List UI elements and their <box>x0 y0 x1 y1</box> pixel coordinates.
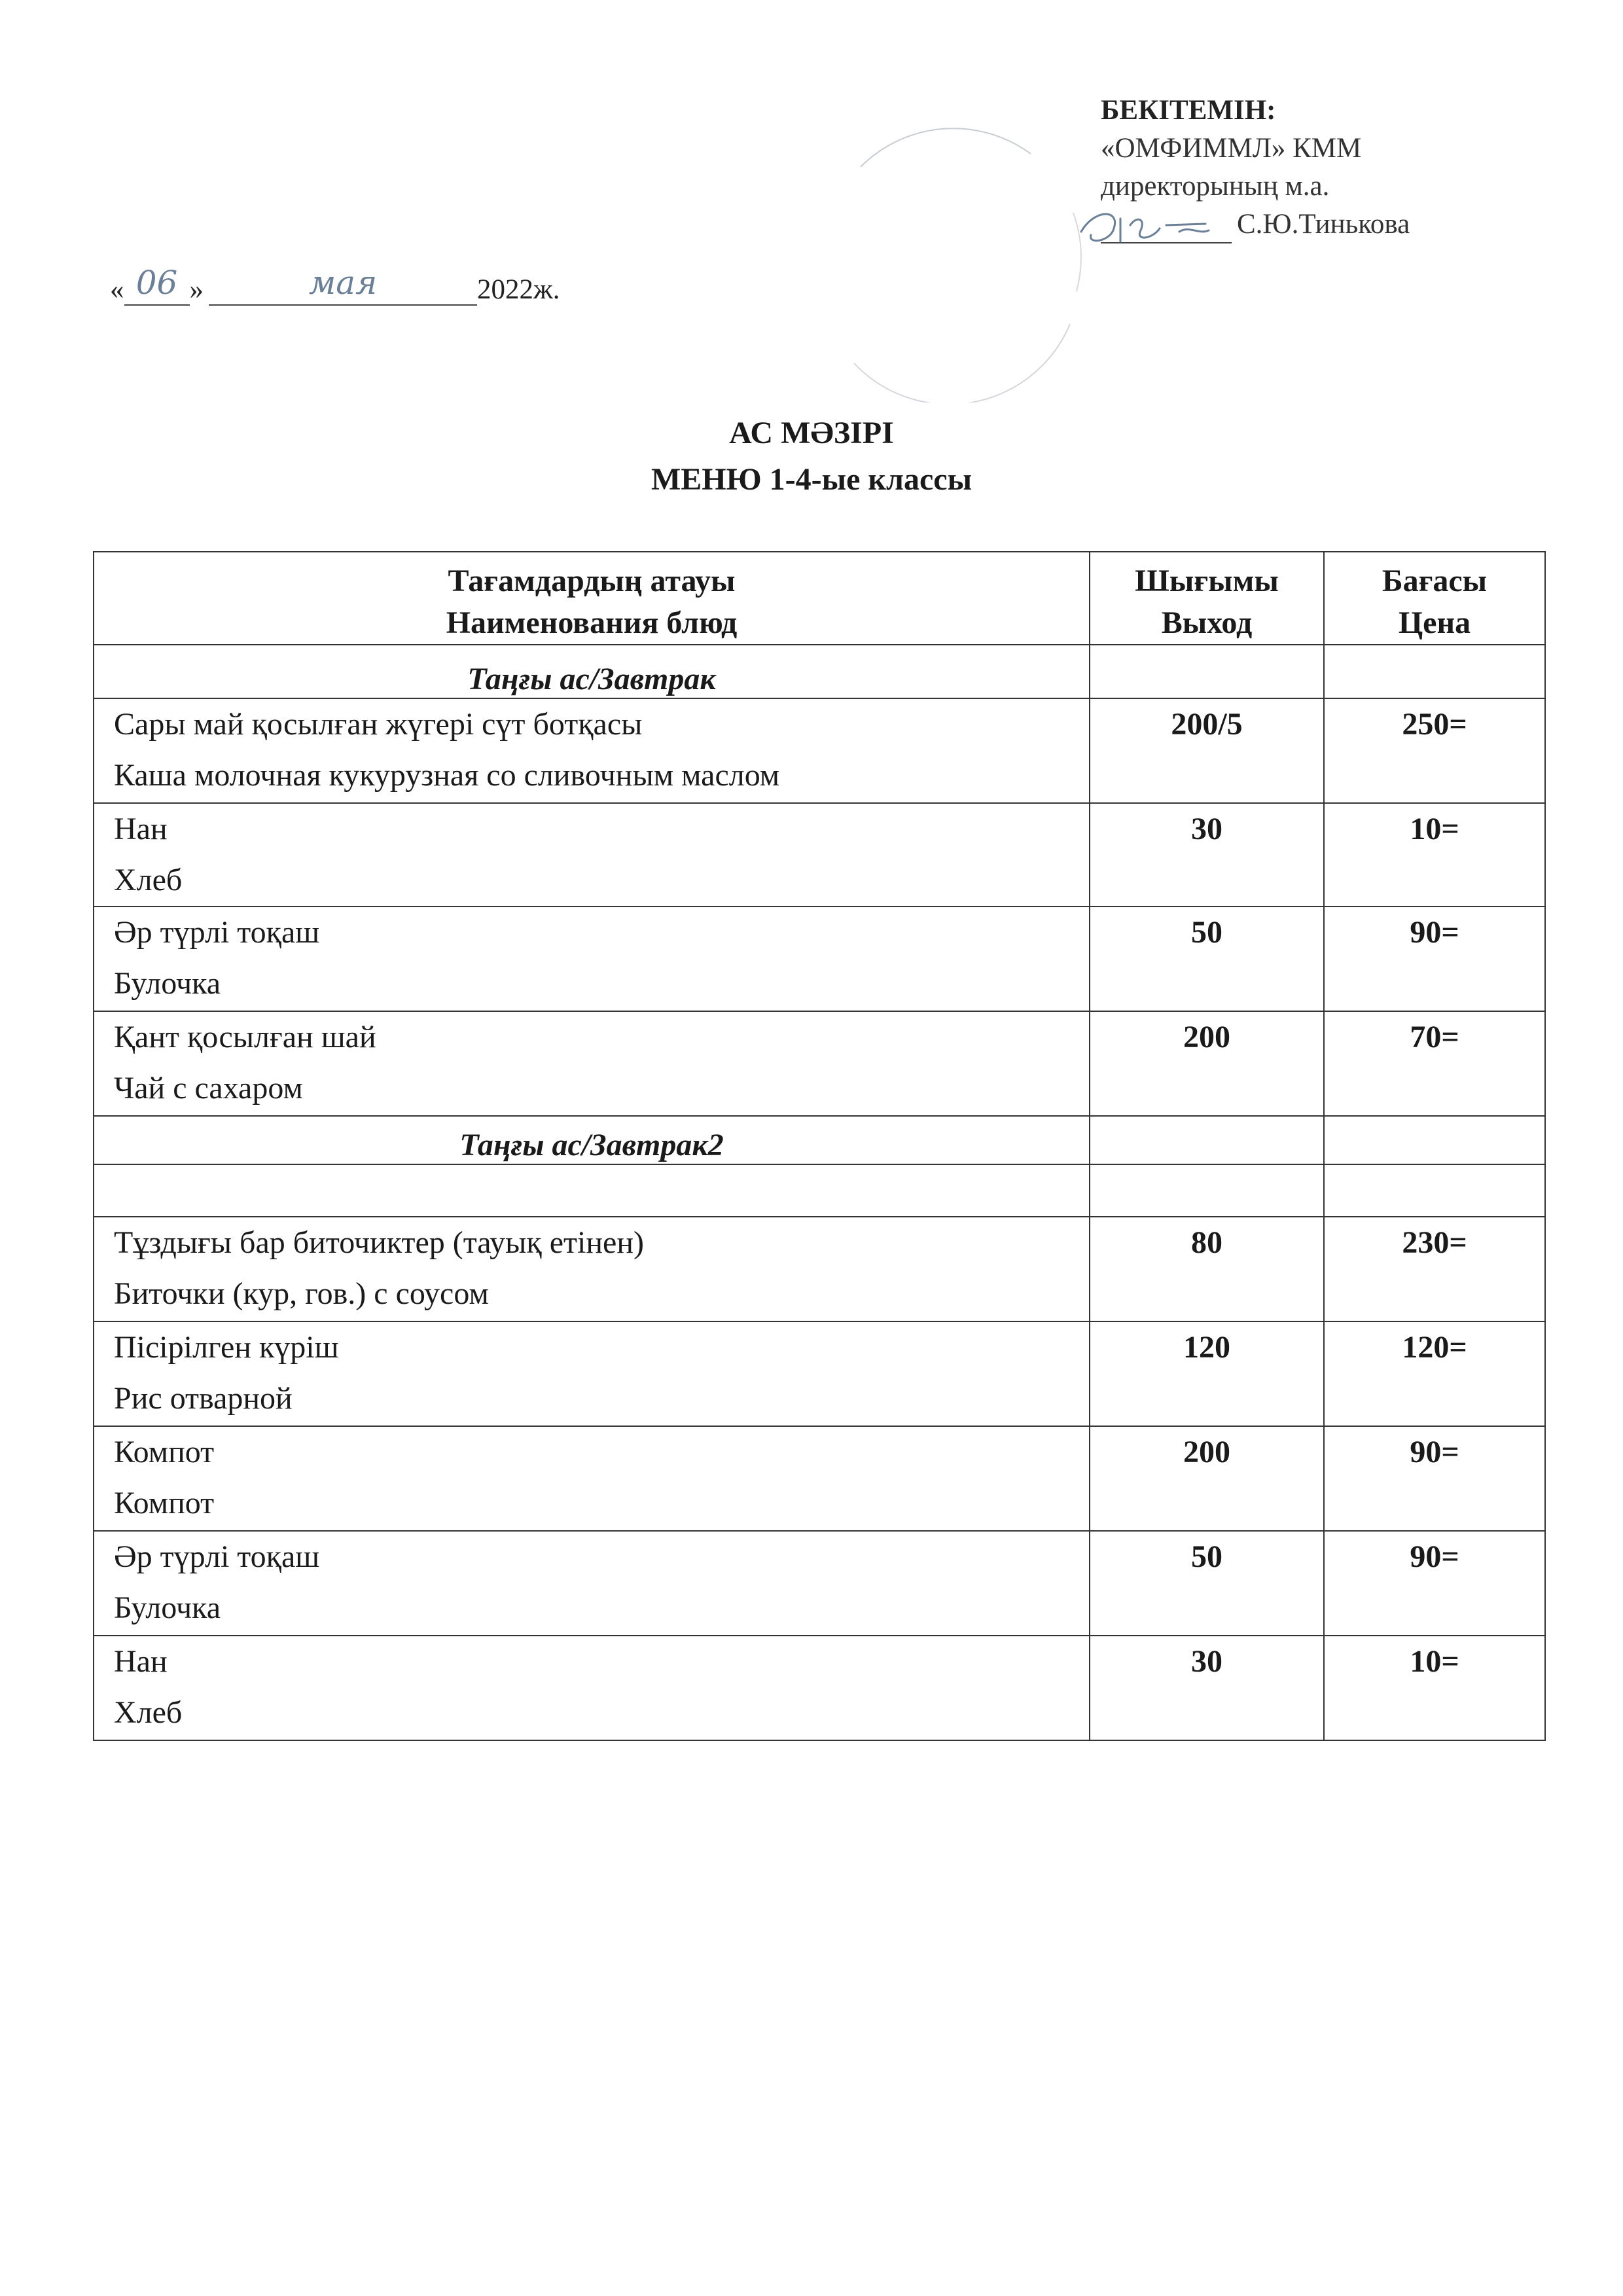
date-close-quote: » <box>189 274 204 305</box>
dish-name-ru: Хлеб <box>114 863 183 897</box>
empty-cell <box>1090 645 1324 698</box>
empty-cell <box>1090 1116 1324 1164</box>
section-row <box>94 1116 1545 1164</box>
dish-price: 90= <box>1324 1531 1545 1636</box>
signature-scribble <box>1075 206 1245 251</box>
dish-price: 230= <box>1324 1217 1545 1321</box>
section-title: Таңғы ас/Завтрак2 <box>94 1116 1090 1164</box>
date-month-blank <box>209 264 477 306</box>
dish-price: 90= <box>1324 1426 1545 1531</box>
dish-name <box>94 803 1090 906</box>
empty-cell <box>1090 1164 1324 1217</box>
menu-table <box>93 551 1546 1741</box>
dish-name-kz: Тұздығы бар биточиктер (тауық етінен) <box>114 1225 645 1260</box>
table-row <box>94 698 1545 803</box>
approval-block <box>1101 92 1410 243</box>
empty-cell <box>1324 1116 1545 1164</box>
date-year: 2022ж. <box>477 274 560 305</box>
dish-name-ru: Хлеб <box>114 1695 183 1730</box>
title-ru: МЕНЮ 1-4-ые классы <box>651 462 972 497</box>
dish-name-ru: Рис отварной <box>114 1381 293 1416</box>
table-header-row <box>94 552 1545 645</box>
dish-name-kz: Сары май қосылған жүгері сүт ботқасы <box>114 707 643 742</box>
dish-name <box>94 1217 1090 1321</box>
table-row <box>94 1636 1545 1740</box>
dish-name-kz: Қант қосылған шай <box>114 1020 376 1054</box>
dish-output: 50 <box>1090 906 1324 1011</box>
header-name <box>94 552 1090 645</box>
dish-name <box>94 698 1090 803</box>
dish-price: 250= <box>1324 698 1545 803</box>
header-output <box>1090 552 1324 645</box>
header-output-ru: Выход <box>1161 605 1253 640</box>
dish-output: 50 <box>1090 1531 1324 1636</box>
approval-signature-line <box>1101 206 1410 243</box>
header-output-kz: Шығымы <box>1135 564 1279 598</box>
date-open-quote: « <box>110 274 124 305</box>
table-row <box>94 1321 1545 1426</box>
dish-name-kz: Компот <box>114 1435 215 1469</box>
section-title: Таңғы ас/Завтрак <box>94 645 1090 698</box>
table-row <box>94 1426 1545 1531</box>
date-day-blank <box>124 264 190 306</box>
approval-position: директорының м.а. <box>1101 171 1330 202</box>
dish-price: 90= <box>1324 906 1545 1011</box>
dish-name-ru: Булочка <box>114 966 221 1001</box>
empty-row <box>94 1164 1545 1217</box>
empty-cell <box>1324 645 1545 698</box>
dish-name-ru: Чай с сахаром <box>114 1071 303 1105</box>
signatory-name: С.Ю.Тинькова <box>1237 209 1410 240</box>
header-price-kz: Бағасы <box>1382 564 1488 598</box>
dish-name-kz: Нан <box>114 812 168 846</box>
dish-output: 30 <box>1090 1636 1324 1740</box>
table-row <box>94 1011 1545 1116</box>
dish-name <box>94 1531 1090 1636</box>
table-row <box>94 1531 1545 1636</box>
dish-name <box>94 1011 1090 1116</box>
dish-output: 30 <box>1090 803 1324 906</box>
dish-name-ru: Биточки (кур, гов.) с соусом <box>114 1276 489 1311</box>
table-row <box>94 1217 1545 1321</box>
approval-org: «ОМФИММЛ» КММ <box>1101 133 1362 164</box>
table-row <box>94 906 1545 1011</box>
dish-name-kz: Әр түрлі тоқаш <box>114 915 320 950</box>
signature <box>1101 213 1232 243</box>
dish-name-kz: Әр түрлі тоқаш <box>114 1539 320 1574</box>
header-name-kz: Тағамдардың атауы <box>448 564 736 598</box>
dish-name <box>94 1321 1090 1426</box>
stamp-mark <box>815 115 1090 403</box>
dish-name <box>94 906 1090 1011</box>
document-date <box>110 264 560 306</box>
dish-price: 120= <box>1324 1321 1545 1426</box>
dish-price: 10= <box>1324 1636 1545 1740</box>
date-day: 06 <box>135 264 178 302</box>
dish-name <box>94 1426 1090 1531</box>
dish-name-ru: Булочка <box>114 1590 221 1625</box>
dish-name-ru: Каша молочная кукурузная со сливочным маслом <box>114 758 780 793</box>
empty-cell <box>1324 1164 1545 1217</box>
table-row <box>94 803 1545 906</box>
dish-name-ru: Компот <box>114 1486 215 1520</box>
title-kz: АС МӘЗІРІ <box>729 416 894 450</box>
dish-output: 200/5 <box>1090 698 1324 803</box>
section-row <box>94 645 1545 698</box>
header-price <box>1324 552 1545 645</box>
dish-price: 70= <box>1324 1011 1545 1116</box>
dish-output: 80 <box>1090 1217 1324 1321</box>
dish-output: 200 <box>1090 1011 1324 1116</box>
header-price-ru: Цена <box>1398 605 1471 640</box>
dish-output: 120 <box>1090 1321 1324 1426</box>
header-name-ru: Наименования блюд <box>446 605 738 640</box>
approval-title: БЕКІТЕМІН: <box>1101 95 1276 126</box>
dish-output: 200 <box>1090 1426 1324 1531</box>
empty-cell <box>94 1164 1090 1217</box>
dish-name-kz: Нан <box>114 1644 168 1679</box>
dish-name-kz: Пісірілген күріш <box>114 1330 339 1365</box>
dish-name <box>94 1636 1090 1740</box>
date-month: мая <box>308 264 378 302</box>
dish-price: 10= <box>1324 803 1545 906</box>
